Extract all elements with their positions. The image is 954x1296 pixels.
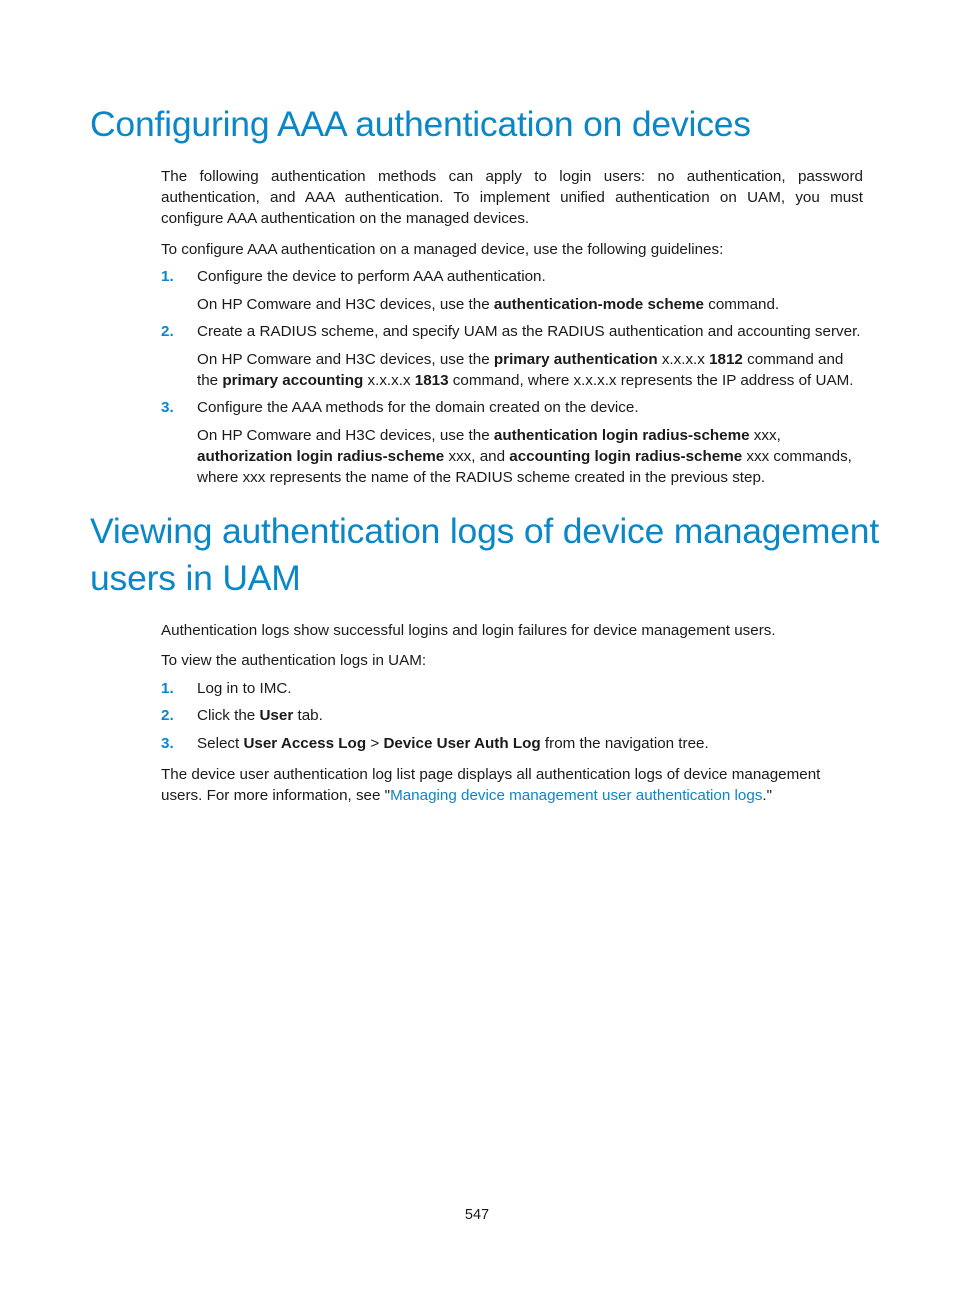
step-text: Configure the device to perform AAA authentication. <box>197 268 546 285</box>
ui-menu-name: Device User Auth Log <box>383 735 541 752</box>
intro-paragraph: The following authentication methods can apply to login users: no authentication, password authentication, and AAA authentication. To implement unified authentication on UAM, you must configure AAA authentication on the managed devices. <box>161 168 863 227</box>
step-number: 1. <box>161 680 174 697</box>
step-detail: On HP Comware and H3C devices, use the primary authentication x.x.x.x 1812 command and the primary accounting x.x.x.x 1813 command, where x.x.x.x represents the IP address of UAM. <box>197 351 854 389</box>
port-number: 1812 <box>709 351 743 368</box>
step-detail: On HP Comware and H3C devices, use the authentication login radius-scheme xxx, authorization login radius-scheme xxx, and accounting login radius-scheme xxx commands, where xxx represents the name of the RADIUS scheme created in the previous step. <box>197 427 852 486</box>
command-name: authorization login radius-scheme <box>197 448 445 465</box>
step-text: Click the User tab. <box>197 707 323 724</box>
outro-paragraph: The device user authentication log list page displays all authentication logs of device management users. For more information, see "Managing device management user authentication logs." <box>161 766 821 804</box>
step-text: Configure the AAA methods for the domain created on the device. <box>197 399 639 416</box>
intro-paragraph: Authentication logs show successful logins and login failures for device management users. <box>161 622 776 639</box>
page-number: 547 <box>464 1207 490 1223</box>
port-number: 1813 <box>414 372 449 389</box>
step-text: Log in to IMC. <box>197 680 292 697</box>
command-name: authentication-mode scheme <box>493 296 705 313</box>
steps-intro: To view the authentication logs in UAM: <box>161 652 427 669</box>
command-name: primary authentication <box>493 351 658 368</box>
step-number: 2. <box>161 323 174 340</box>
step-text: Create a RADIUS scheme, and specify UAM as the RADIUS authentication and accounting server. <box>197 323 861 340</box>
step-number: 3. <box>161 735 174 752</box>
ui-tab-name: User <box>259 707 294 724</box>
section-title-viewing-logs: Viewing authentication logs of device management users in UAM <box>90 511 880 598</box>
step-detail: On HP Comware and H3C devices, use the authentication-mode scheme command. <box>197 296 780 313</box>
command-name: primary accounting <box>222 372 364 389</box>
step-number: 3. <box>161 399 174 416</box>
guidelines-intro: To configure AAA authentication on a managed device, use the following guidelines: <box>161 241 724 258</box>
section-title-aaa: Configuring AAA authentication on devices <box>90 104 751 144</box>
cross-reference-link[interactable]: Managing device management user authentication logs <box>390 787 763 804</box>
step-text: Select User Access Log > Device User Auth Log from the navigation tree. <box>197 735 709 752</box>
step-number: 2. <box>161 707 174 724</box>
command-name: accounting login radius-scheme <box>509 448 743 465</box>
command-name: authentication login radius-scheme <box>493 427 750 444</box>
step-number: 1. <box>161 268 174 285</box>
ui-menu-name: User Access Log <box>243 735 367 752</box>
